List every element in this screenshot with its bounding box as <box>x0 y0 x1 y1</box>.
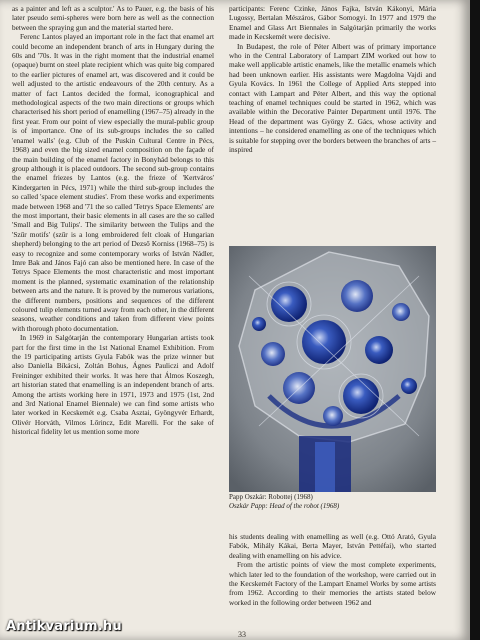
caption-hungarian: Papp Oszkár: Robottej (1968) <box>229 493 313 501</box>
paragraph: In Budapest, the role of Péter Albert was of primary importance who in the Central Laboratory of Lampart ZIM worked out how to make well applicable artistic enamels, like the metallic enamels which had been unknown earlier. His assistants were Magdolna Vajdi and Gyula Kovács. In 1961 the College of Applied Arts stepped into contact with Lampart and Péter Albert, and this way the optional teaching of enamel techniques could be started in 1962, which was available within the Decorative Painter Department until 1976. The Head of the department was György Z. Gács, whose activity and intentions – he considered enamelling as one of the techniques which is suitable for stepping over the borders between the branches of arts – inspired <box>229 41 436 155</box>
paragraph: From the artistic points of view the most complete experiments, which later led to the foundation of the workshop, were carried out in the Kecskemét Factory of the Lampart Enamel Works by some artists from 1962. According to their memories the artists stated below worked in the following order between 1962 and <box>229 560 436 607</box>
watermark-logo: Antikvarium.hu <box>6 619 122 634</box>
artwork-photo <box>229 246 436 492</box>
enamel-artwork-illustration <box>229 246 436 492</box>
right-text-column-lower <box>229 532 436 607</box>
page-number: 33 <box>238 630 246 639</box>
paragraph: In 1969 in Salgótarján the contemporary Hungarian artists took part for the first time in the 1st National Enamel Exhibition. From the 19 participating artists Gyula Fabók was the prize winner but also Daniella Bíkácsi, Zoltán Bohus, Ágnes Pauliczi and Adolf Freininger exhibited their works. It was here that Álmos Koszegh, art historian stated that enamelling is an independent branch of arts. Among the artists working here in 1971, 1973 and 1975 (1st, 2nd and 3rd National Enamel Biennale) we can find some artists who later worked in Kecskemét e.g. Csaba Asztai, Gyöngyvér Erhardt, Olivér Horváth, Vilmos Lőrincz, Edit Marelli. For the sake of historical fidelity let us mention some more <box>12 333 214 437</box>
paragraph: as a painter and left as a sculptor.' As to Pauer, e.g. the basis of his later pseudo semi-spheres were born here as well as the connection between the spraying gun and the material started here. <box>12 4 214 32</box>
photo-caption <box>229 493 436 511</box>
paragraph: participants: Ferenc Czinke, János Fajka, István Kákonyi, Mária Lugossy, Bertalan Mészáros, Gábor Somogyi. In 1977 and 1979 the Enamel and Glass Art Biennales in Salgótarján primarily the works made in Kecskemét were decisive. <box>229 4 436 42</box>
left-text-column <box>12 4 214 437</box>
caption-english: Oszkár Papp: Head of the robot (1968) <box>229 502 340 510</box>
paragraph: his students dealing with enamelling as well (e.g. Ottó Arató, Gyula Fabók, Mihály Kákai, Berta Mayer, István Pettéfai), who started dealing with enamelling on his advice. <box>229 532 436 560</box>
book-spine-shadow <box>470 0 480 640</box>
paragraph: Ferenc Lantos played an important role in the fact that enamel art could become an independent branch of arts in Hungary during the 60s and '70s. It was in the right moment that the industrial enamel (opaque) burnt on steel plate recipient which was quite big compared to the earlier pictures of enamel art, was discovered and it could be well adjusted to the artistic endeavours of the 20th century. As a matter of fact Lantos decided the formal, iconographical and methodological aspects of the two main directions or groups which characterised his short period of enamelling (1967–75) already in the first year. From our point of view especially the mural-public group is of importance. One of its sub-groups includes the so called 'enamel walls' (e.g. Club of the Puskin Cultural Centre in Pécs, 1968) and even the big sized enamel composition on the façade of the main building of the enamel factory in Bonyhád belongs to this group although it is placed outdoors. The second sub-group contains the enamel friezes by Lantos (e.g. the frieze of 'Kertváros' Kindergarten in Pécs, 1971) while the third sub-group includes the so called 'space element studies'. From these works and experiments made between 1968 and '71 the so called 'Tetrys Space Elements' are the most important, their basic elements in all cases are the so called 'Small and Big Tulips'. The similarity between the Tulips and the 'Szűr motifs' (szűr is a long embroidered felt cloak of Hungarian shepherd) belonging to the art period of Dezső Korniss (1968–75) is easy to recognize and some contemporary works of István Nádler, Imre Bak and János Fajó can also be mentioned here. In case of the Tetrys Space Elements the most characteristic and most important moment is the planned, systematic examination of the relationship between arts and the nature. It is proved by the numerous variations, the different numbers, positions and sequences of the different coloured tulip elements turned away from each other, in the different seasons, weather conditions and taken from different view points with thorough photo documentation. <box>12 32 214 333</box>
right-text-column <box>229 4 436 155</box>
